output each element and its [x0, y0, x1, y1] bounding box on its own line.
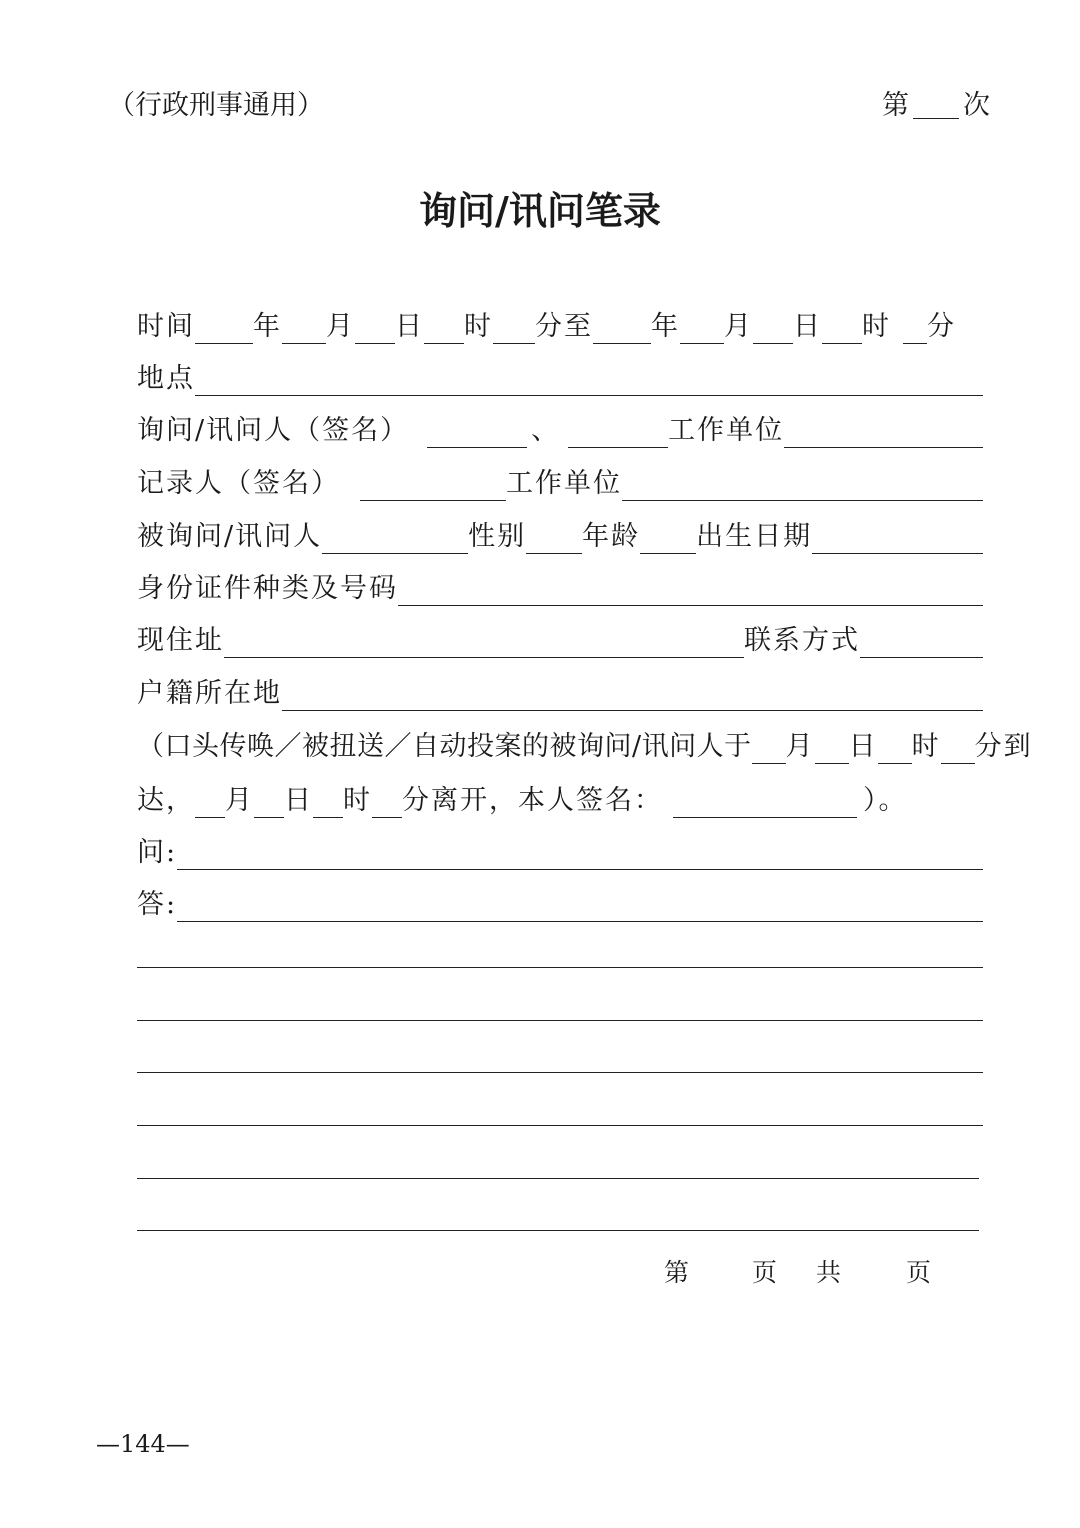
recorder-field[interactable] [360, 468, 506, 501]
page-number: —144— [96, 1430, 190, 1458]
separator-mark: 、 [531, 415, 561, 446]
arrival-minute-field[interactable] [941, 731, 975, 764]
page-word: 第 [664, 1258, 690, 1287]
end-hour-label: 时 [862, 311, 891, 342]
start-day-label: 日 [395, 311, 424, 342]
interrogator-1-field[interactable] [427, 415, 527, 448]
answer-field[interactable] [177, 889, 983, 922]
end-month-label: 月 [724, 311, 753, 342]
end-year-field[interactable] [593, 311, 651, 344]
answer-line[interactable] [137, 967, 983, 968]
id-row [137, 566, 983, 606]
end-day-field[interactable] [753, 311, 793, 344]
recorder-row [137, 461, 983, 501]
place-row [137, 356, 983, 396]
arrival-month-label: 月 [785, 731, 815, 762]
end-year-label: 年 [651, 311, 680, 342]
start-hour-label: 时 [464, 311, 493, 342]
sequence-number-field[interactable] [913, 92, 959, 119]
arrive-word: 达， [137, 785, 195, 816]
household-label: 户籍所在地 [137, 678, 282, 709]
contact-label: 联系方式 [744, 625, 860, 656]
subject-label: 被询问/讯问人 [137, 521, 323, 552]
end-hour-field[interactable] [822, 311, 862, 344]
start-year-label: 年 [253, 311, 282, 342]
leave-day-field[interactable] [254, 785, 284, 818]
household-row [137, 671, 983, 711]
self-signature-field[interactable] [673, 785, 857, 818]
time-label: 时间 [137, 311, 195, 342]
end-month-field[interactable] [680, 311, 724, 344]
place-field[interactable] [195, 363, 983, 396]
answer-row [137, 882, 983, 922]
question-row [137, 830, 983, 870]
subject-row [137, 514, 983, 554]
sequence-prefix: 第 [882, 90, 909, 121]
total-unit: 页 [906, 1258, 932, 1287]
birth-date-field[interactable] [812, 521, 983, 554]
start-day-field[interactable] [355, 311, 395, 344]
subject-name-field[interactable] [322, 521, 468, 554]
interrogator-work-unit-label: 工作单位 [668, 415, 785, 446]
interrogator-2-field[interactable] [568, 415, 668, 448]
answer-line[interactable] [137, 1230, 979, 1231]
time-row [137, 304, 983, 344]
address-label: 现住址 [137, 625, 224, 656]
usage-note: （行政刑事通用） [108, 90, 324, 121]
start-minute-label: 分至 [535, 311, 593, 342]
departure-row [137, 778, 983, 818]
id-label: 身份证件种类及号码 [137, 573, 398, 604]
end-day-label: 日 [793, 311, 822, 342]
id-field[interactable] [398, 573, 983, 606]
answer-line[interactable] [137, 1125, 983, 1126]
sequence-suffix: 次 [963, 90, 990, 121]
contact-field[interactable] [860, 625, 983, 658]
arrival-prefix: （口头传唤／被扭送／自动投案的被询问/讯问人于 [137, 731, 752, 762]
household-field[interactable] [282, 678, 983, 711]
place-label: 地点 [137, 363, 195, 394]
sequence-label [882, 92, 990, 119]
gender-label: 性别 [468, 521, 527, 552]
close-paren: ）。 [863, 785, 908, 816]
interrogator-row [137, 408, 983, 448]
arrival-minute-label: 分到 [974, 731, 1033, 762]
arrival-month-field[interactable] [752, 731, 786, 764]
document-title: 询问/讯问笔录 [419, 188, 661, 233]
interrogator-label: 询问/讯问人（签名） [137, 415, 410, 446]
start-year-field[interactable] [195, 311, 253, 344]
answer-line[interactable] [137, 1020, 983, 1021]
recorder-work-unit-field[interactable] [622, 468, 983, 501]
start-minute-field[interactable] [493, 311, 535, 344]
arrival-day-field[interactable] [815, 731, 849, 764]
recorder-work-unit-label: 工作单位 [506, 468, 622, 499]
leave-month-label: 月 [225, 785, 254, 816]
leave-hour-label: 时 [343, 785, 372, 816]
address-field[interactable] [224, 625, 744, 658]
total-word: 共 [816, 1258, 842, 1287]
gender-field[interactable] [526, 521, 582, 554]
leave-month-field[interactable] [195, 785, 225, 818]
start-month-label: 月 [326, 311, 355, 342]
start-month-field[interactable] [282, 311, 326, 344]
end-minute-label: 分 [927, 311, 956, 342]
leave-day-label: 日 [284, 785, 313, 816]
question-label: 问: [137, 837, 178, 868]
recorder-label: 记录人（签名） [137, 468, 340, 499]
end-minute-field[interactable] [903, 311, 927, 344]
interrogator-work-unit-field[interactable] [784, 415, 983, 448]
start-hour-field[interactable] [424, 311, 464, 344]
leave-minute-label: 分离开，本人签名： [402, 785, 663, 816]
age-field[interactable] [640, 521, 696, 554]
page-unit: 页 [752, 1258, 778, 1287]
address-row [137, 618, 983, 658]
answer-line[interactable] [137, 1072, 983, 1073]
arrival-hour-label: 时 [911, 731, 941, 762]
birth-date-label: 出生日期 [696, 521, 813, 552]
age-label: 年龄 [582, 521, 641, 552]
answer-label: 答: [137, 889, 178, 920]
leave-minute-field[interactable] [372, 785, 402, 818]
arrival-day-label: 日 [848, 731, 878, 762]
leave-hour-field[interactable] [313, 785, 343, 818]
arrival-row [137, 724, 1033, 764]
question-field[interactable] [177, 837, 983, 870]
answer-line[interactable] [137, 1178, 979, 1179]
arrival-hour-field[interactable] [878, 731, 912, 764]
